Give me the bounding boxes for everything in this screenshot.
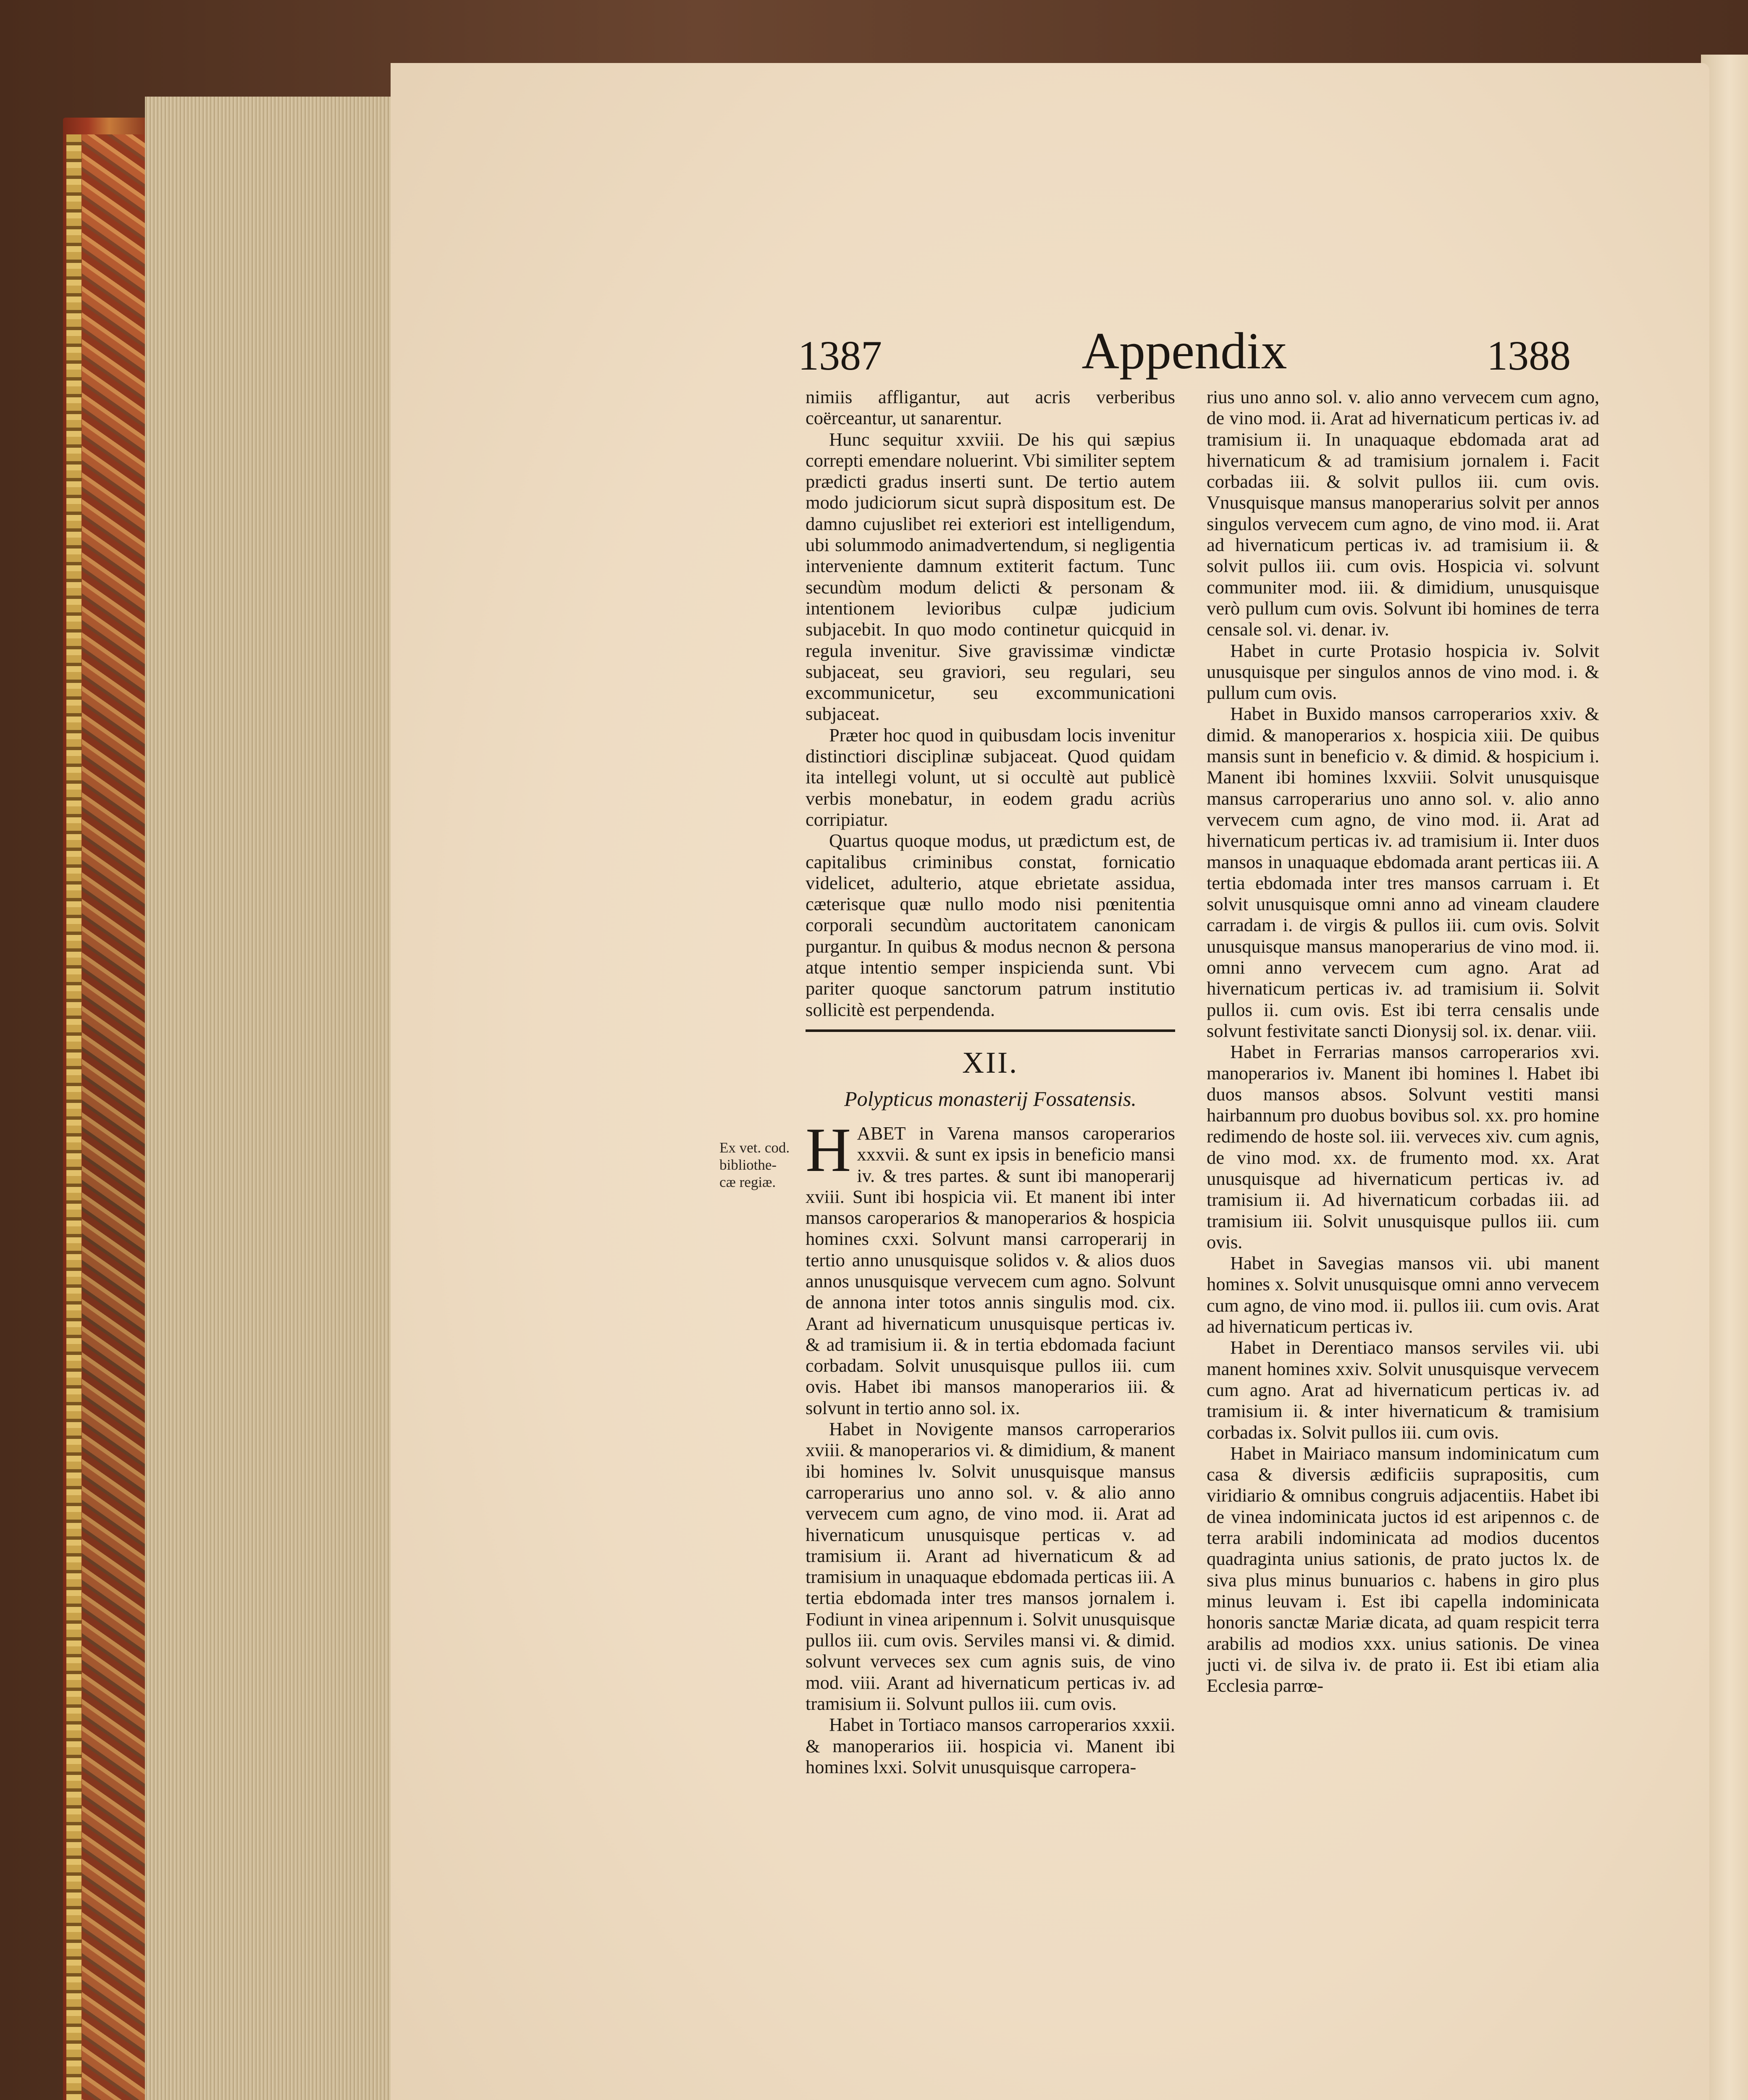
paragraph: Præter hoc quod in quibusdam locis invenitur distinctiori disciplinæ subjaceat. Quod quidam ita intellegi volunt, ut si occultè aut publicè verbis monebatur, in eodem gradu acriùs corripiatur. [806,724,1175,830]
marginal-note [719,1139,799,1191]
left-page-number: 1387 [798,332,882,379]
paragraph: Habet in Savegias mansos vii. ubi manent homines x. Solvit unusquisque omni anno vervecem cum agno, de vino mod. ii. pullos iii. cum ovis. Arat ad hivernaticum perticas iv. [1207,1252,1599,1337]
paragraph: rius uno anno sol. v. alio anno vervecem cum agno, de vino mod. ii. Arat ad hivernaticum perticas iv. ad tramisium ii. In unaquaque ebdomada arat ad hivernaticum & ad tramisium jornalem i. Facit corbadas iii. & solvit pullos iii. cum ovis. Vnusquisque mansus manoperarius solvit per annos singulos vervecem cum agno, de vino mod. ii. Arat ad hivernaticum perticas iv. ad tramisium ii. & solvit pullos iii. cum ovis. Hospicia vi. solvunt communiter mod. iii. & dimidium, unusquisque verò pullum cum ovis. Solvunt ibi homines de terra censale sol. vi. denar. iv. [1207,386,1599,640]
paragraph: Quartus quoque modus, ut prædictum est, de capitalibus criminibus constat, fornicatio videlicet, adulterio, atque ebrietate assidua, cæterisque quæ nullo modo nisi pœnitentia corporali secundùm auctoritatem canonicam purgantur. In quibus & modus necnon & persona atque intentio semper inspicienda sunt. Vbi pariter quoque sanctorum patrum institutio sollicitè est perpendenda. [806,830,1175,1020]
paragraph: Habet in Mairiaco mansum indominicatum cum casa & diversis ædificiis suprapositis, cum viridiario & omnibus congruis adjacentiis. Habet ibi de vinea indominicata juctos id est aripennos c. de terra arabili indominicata ad modios ducentos quadraginta unius sationis, de prato juctos lx. de siva plus minus bunuarios c. habens in giro plus minus leuvam i. Est ibi capella indominicata honoris sanctæ Mariæ dicata, ad quam respicit terra arabilis ad modios xxx. unius sationis. De vinea jucti vi. de silva iv. de prato ii. Est ibi etiam alia Ecclesia parrœ- [1207,1442,1599,1696]
section-rule [806,1029,1175,1032]
paragraph-text: ABET in Varena mansos caroperarios xxxvii. & sunt ex ipsis in beneficio mansi iv. & tres partes. & sunt ibi manoperarij xviii. Sunt ibi hospicia vii. Et manent ibi inter mansos caroperarios & manoperarios & hospicia homines cxxi. Solvunt mansi carroperarij in tertio anno unusquisque solidos v. & alios duos annos unusquisque vervecem cum agno. Solvunt de annona inter totos annis singulis mod. cix. Arant ad hivernaticum unusquisque perticas iv. & ad tramisium ii. & in tertia ebdomada faciunt corbadam. Solvit unusquisque pullos iii. cum ovis. Habet ibi mansos manoperarios iii. & solvunt in tertio anno sol. ix. [806,1122,1175,1418]
right-page-number: 1388 [1487,332,1571,379]
paragraph: Habet in curte Protasio hospicia iv. Solvit unusquisque per singulos annos de vino mod. i. & pullum cum ovis. [1207,640,1599,704]
paragraph: Habet in Derentiaco mansos serviles vii. ubi manent homines xxiv. Solvit unusquisque vervecem cum agno. Arat ad hivernaticum perticas iv. ad tramisium ii. & inter hivernaticum & tramisium corbadas ix. Solvit pullos iii. cum ovis. [1207,1337,1599,1443]
paragraph: Habet in Tortiaco mansos carroperarios xxxii. & manoperarios iii. hospicia vi. Manent ibi homines lxxi. Solvit unusquisque carropera- [806,1714,1175,1777]
page-edges [145,97,397,2100]
marginal-note-line: Ex vet. cod. [719,1139,790,1156]
marginal-note-line: bibliothe- [719,1157,777,1173]
section-title: Polypticus monasterij Fossatensis. [844,1087,1136,1110]
section-number: XII. [962,1045,1018,1079]
right-column [1207,386,1599,1696]
paragraph: Habet in Novigente mansos carroperarios xviii. & manoperarios vi. & dimidium, & manent ibi homines lv. Solvit unusquisque mansus carroperarius uno anno sol. v. & alio anno vervecem cum agno, de vino mod. ii. Arat ad hivernaticum unusquisque perticas v. ad tramisium ii. Arant ad hivernaticum & ad tramisium in unaquaque ebdomada perticas iii. A tertia ebdomada inter tres mansos jornalem i. Fodiunt in vinea aripennum i. Solvit unusquisque pullos iii. cum ovis. Serviles mansi vi. & dimid. solvunt verveces sex cum agnis suis, de vino mod. viii. Arant ad hivernaticum perticas iv. ad tramisium ii. Solvunt pullos iii. cum ovis. [806,1418,1175,1714]
paragraph: nimiis affligantur, aut acris verberibus coërceantur, ut sanarentur. [806,386,1175,429]
marbled-endpaper [82,134,145,2100]
page-header [798,321,1571,380]
paragraph [806,1115,1175,1418]
marginal-note-line: cæ regiæ. [719,1174,776,1190]
gilt-spine-ornament [66,134,81,2100]
running-title: Appendix [1081,322,1287,380]
left-column [806,386,1175,1777]
paragraph: Habet in Ferrarias mansos carroperarios xvi. manoperarios iv. Manent ibi homines l. Habet ibi duos mansos absos. Solvunt vestiti mansi hairbannum pro duobus bovibus sol. xx. pro homine redimendo de hoste sol. iii. verveces xiv. cum agnis, de vino mod. xx. de frumento mod. xx. Arat unusquisque ad hivernaticum perticas iv. ad tramisium ii. Ad hivernaticum corbadas iii. ad tramisium iii. Solvit unusquisque pullos iii. cum ovis. [1207,1041,1599,1252]
paragraph: Hunc sequitur xxviii. De his qui sæpius correpti emendare noluerint. Vbi similiter septem prædicti gradus inserti sunt. De tertio autem modo judiciorum sicut suprà dispositum est. De damno cujuslibet rei exteriori est intelligendum, ubi solummodo animadvertendum, si negligentia interveniente damnum extiterit factum. Tunc secundùm modum delicti & personam & intentionem levioribus culpæ judicium subjacebit. In quo modo continetur quicquid in regula invenitur. Sive gravissimæ vindictæ subjaceat, seu graviori, seu regulari, seu excommunicetur, seu excommunicationi subjaceat. [806,428,1175,724]
drop-cap: H [806,1115,851,1185]
paragraph: Habet in Buxido mansos carroperarios xxiv. & dimid. & manoperarios x. hospicia xiii. De quibus mansis sunt in beneficio v. & dimid. & hospicium i. Manent ibi homines lxxviii. Solvit unusquisque mansus carroperarius uno anno sol. v. alio anno vervecem cum agno, de vino mod. ii. Arat ad hivernaticum perticas iv. ad tramisium ii. Inter duos mansos in unaquaque ebdomada arant perticas iii. A tertia ebdomada inter tres mansos carruam i. Et solvit unusquisque omni anno ad vineam claudere carradam i. de virgis & pullos iii. cum ovis. Solvit unusquisque mansus manoperarius de vino mod. ii. omni anno vervecem cum agno. Arat ad hivernaticum perticas iv. ad tramisium ii. Solvit pullos ii. cum ovis. Est ibi terra censalis unde solvunt festivitate sancti Dionysij sol. ix. denar. viii. [1207,703,1599,1041]
